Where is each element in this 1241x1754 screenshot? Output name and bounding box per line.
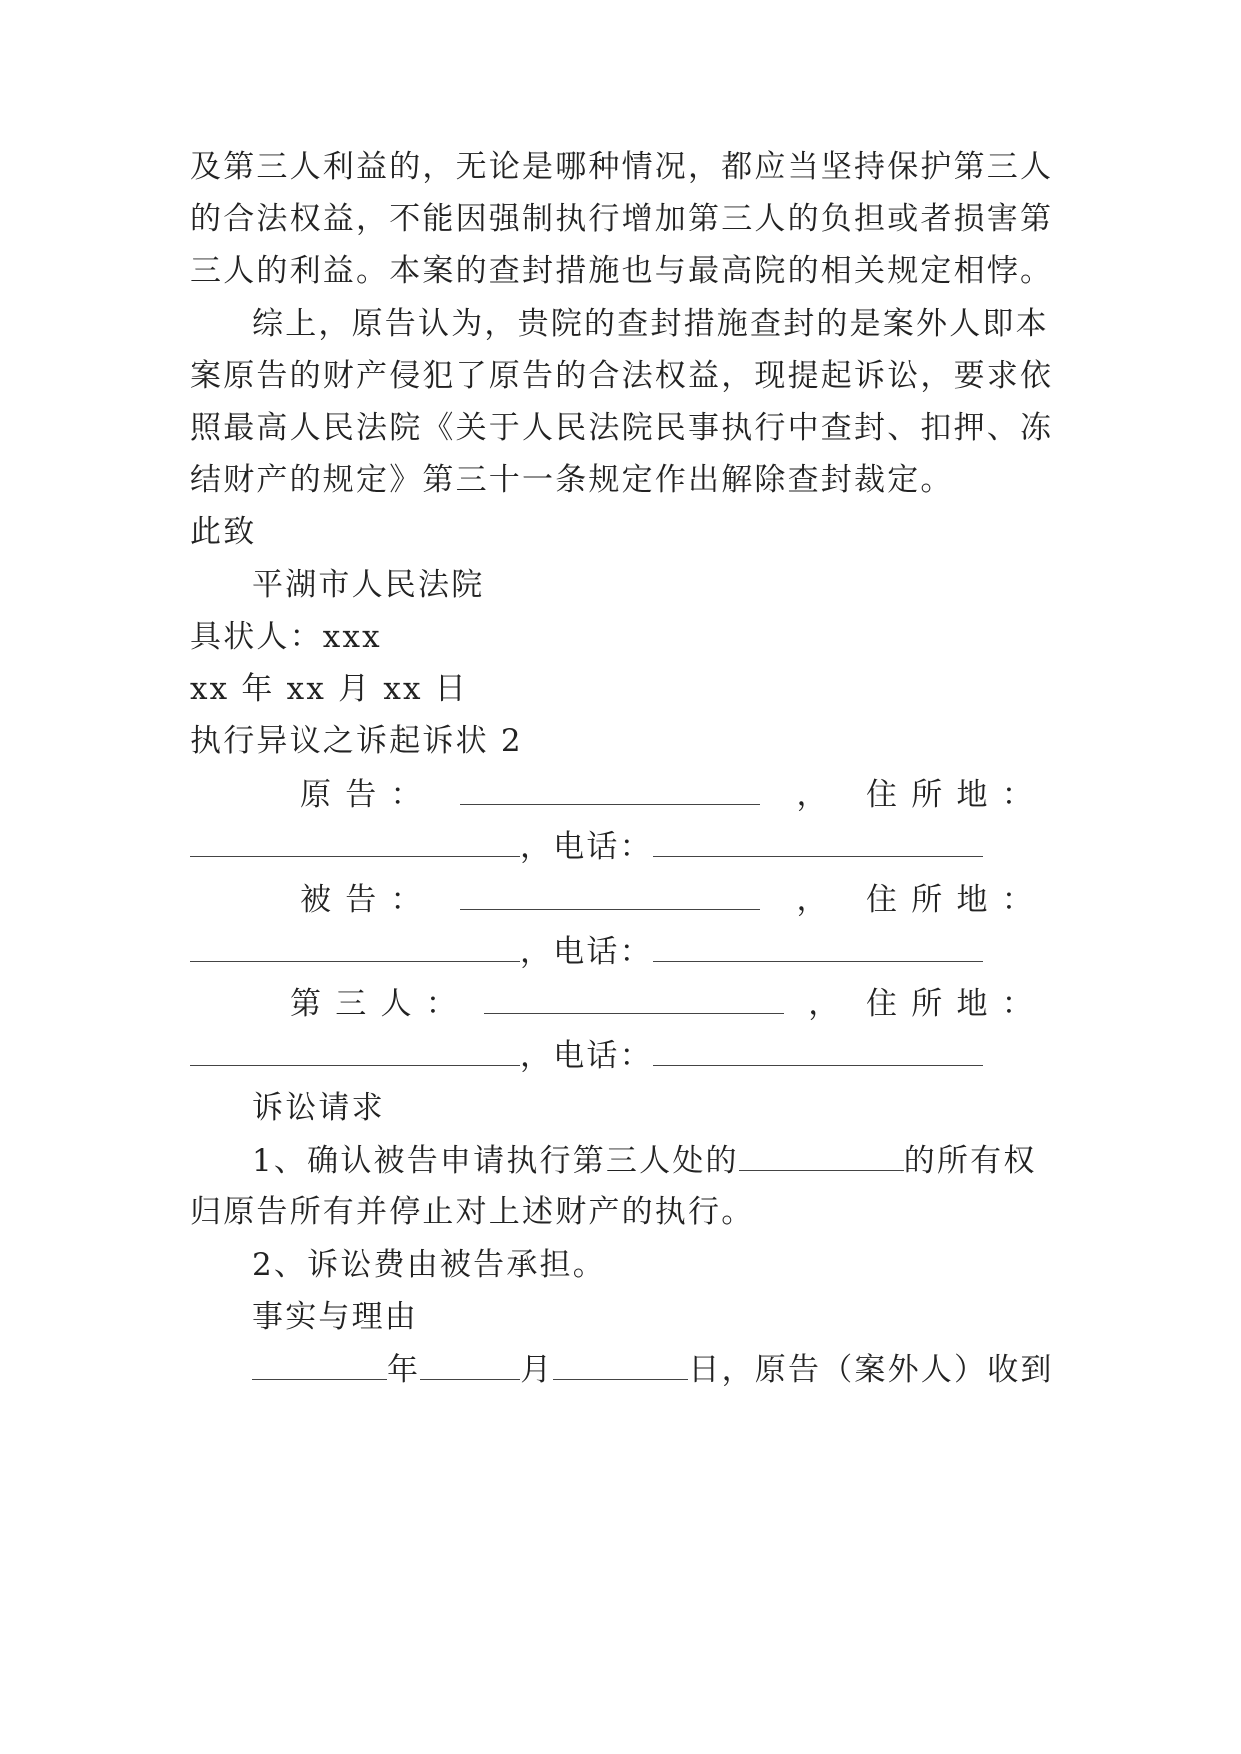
day-blank[interactable]: [553, 1349, 688, 1380]
defendant-row: [300, 879, 1035, 920]
address-label: 住 所 地 ：: [866, 777, 1035, 813]
phone-label: ，电话：: [520, 1038, 653, 1074]
facts-heading: 事实与理由: [252, 1299, 418, 1335]
third-party-contact-row: [190, 1035, 1050, 1076]
claim-1-line-2: 归原告所有并停止对上述财产的执行。: [190, 1194, 755, 1230]
claim-1-line: [252, 1140, 1112, 1181]
paragraph-line: 及第三人利益的，无论是哪种情况，都应当坚持保护第三人: [190, 149, 1054, 185]
claims-heading: 诉讼请求: [252, 1090, 385, 1126]
facts-date-line: [252, 1349, 1112, 1390]
plaintiff-label: 原 告 ：: [300, 777, 424, 813]
claim-1-suffix: 的所有权: [903, 1143, 1037, 1179]
claim-1-prefix: 1、确认被告申请执行第三人处的: [252, 1143, 739, 1179]
property-blank[interactable]: [739, 1140, 904, 1171]
court-name: 平湖市人民法院: [252, 567, 485, 603]
phone-label: ，电话：: [520, 829, 653, 865]
year-label: 年: [387, 1352, 421, 1388]
defendant-contact-row: [190, 931, 1050, 972]
paragraph-line: 三人的利益。本案的查封措施也与最高院的相关规定相悖。: [190, 253, 1054, 289]
third-party-row: [290, 983, 1035, 1024]
phone-label: ，电话：: [520, 934, 653, 970]
defendant-address-blank[interactable]: [190, 931, 520, 962]
paragraph-line: 照最高人民法院《关于人民法院民事执行中查封、扣押、冻: [190, 410, 1054, 446]
claim-2: 2、诉讼费由被告承担。: [252, 1247, 606, 1283]
address-label: 住 所 地 ：: [866, 986, 1035, 1022]
comma: ，: [796, 777, 830, 813]
month-label: 月: [520, 1352, 554, 1388]
plaintiff-address-blank[interactable]: [190, 826, 520, 857]
third-party-name-blank[interactable]: [484, 983, 784, 1014]
paragraph-line: 综上，原告认为，贵院的查封措施查封的是案外人即本: [252, 306, 1049, 342]
defendant-name-blank[interactable]: [460, 879, 760, 910]
month-blank[interactable]: [420, 1349, 520, 1380]
plaintiff-contact-row: [190, 826, 1050, 867]
third-party-label: 第 三 人 ：: [290, 986, 459, 1022]
document-title: 执行异议之诉起诉状 2: [190, 723, 523, 759]
third-party-phone-blank[interactable]: [653, 1035, 983, 1066]
date: xx 年 xx 月 xx 日: [190, 671, 468, 707]
address-label: 住 所 地 ：: [866, 882, 1035, 918]
paragraph-line: 结财产的规定》第三十一条规定作出解除查封裁定。: [190, 462, 954, 498]
plaintiff-row: [300, 774, 1035, 815]
day-suffix: 日，原告（案外人）收到: [688, 1352, 1054, 1388]
third-party-address-blank[interactable]: [190, 1035, 520, 1066]
defendant-label: 被 告 ：: [300, 882, 424, 918]
paragraph-line: 案原告的财产侵犯了原告的合法权益，现提起诉讼，要求依: [190, 358, 1054, 394]
plaintiff-name-blank[interactable]: [460, 774, 760, 805]
year-blank[interactable]: [252, 1349, 387, 1380]
plaintiff-phone-blank[interactable]: [653, 826, 983, 857]
salutation: 此致: [190, 514, 257, 550]
paragraph-line: 的合法权益，不能因强制执行增加第三人的负担或者损害第: [190, 201, 1054, 237]
defendant-phone-blank[interactable]: [653, 931, 983, 962]
comma: ，: [796, 882, 830, 918]
signer: 具状人：xxx: [190, 619, 382, 655]
comma: ，: [808, 986, 842, 1022]
